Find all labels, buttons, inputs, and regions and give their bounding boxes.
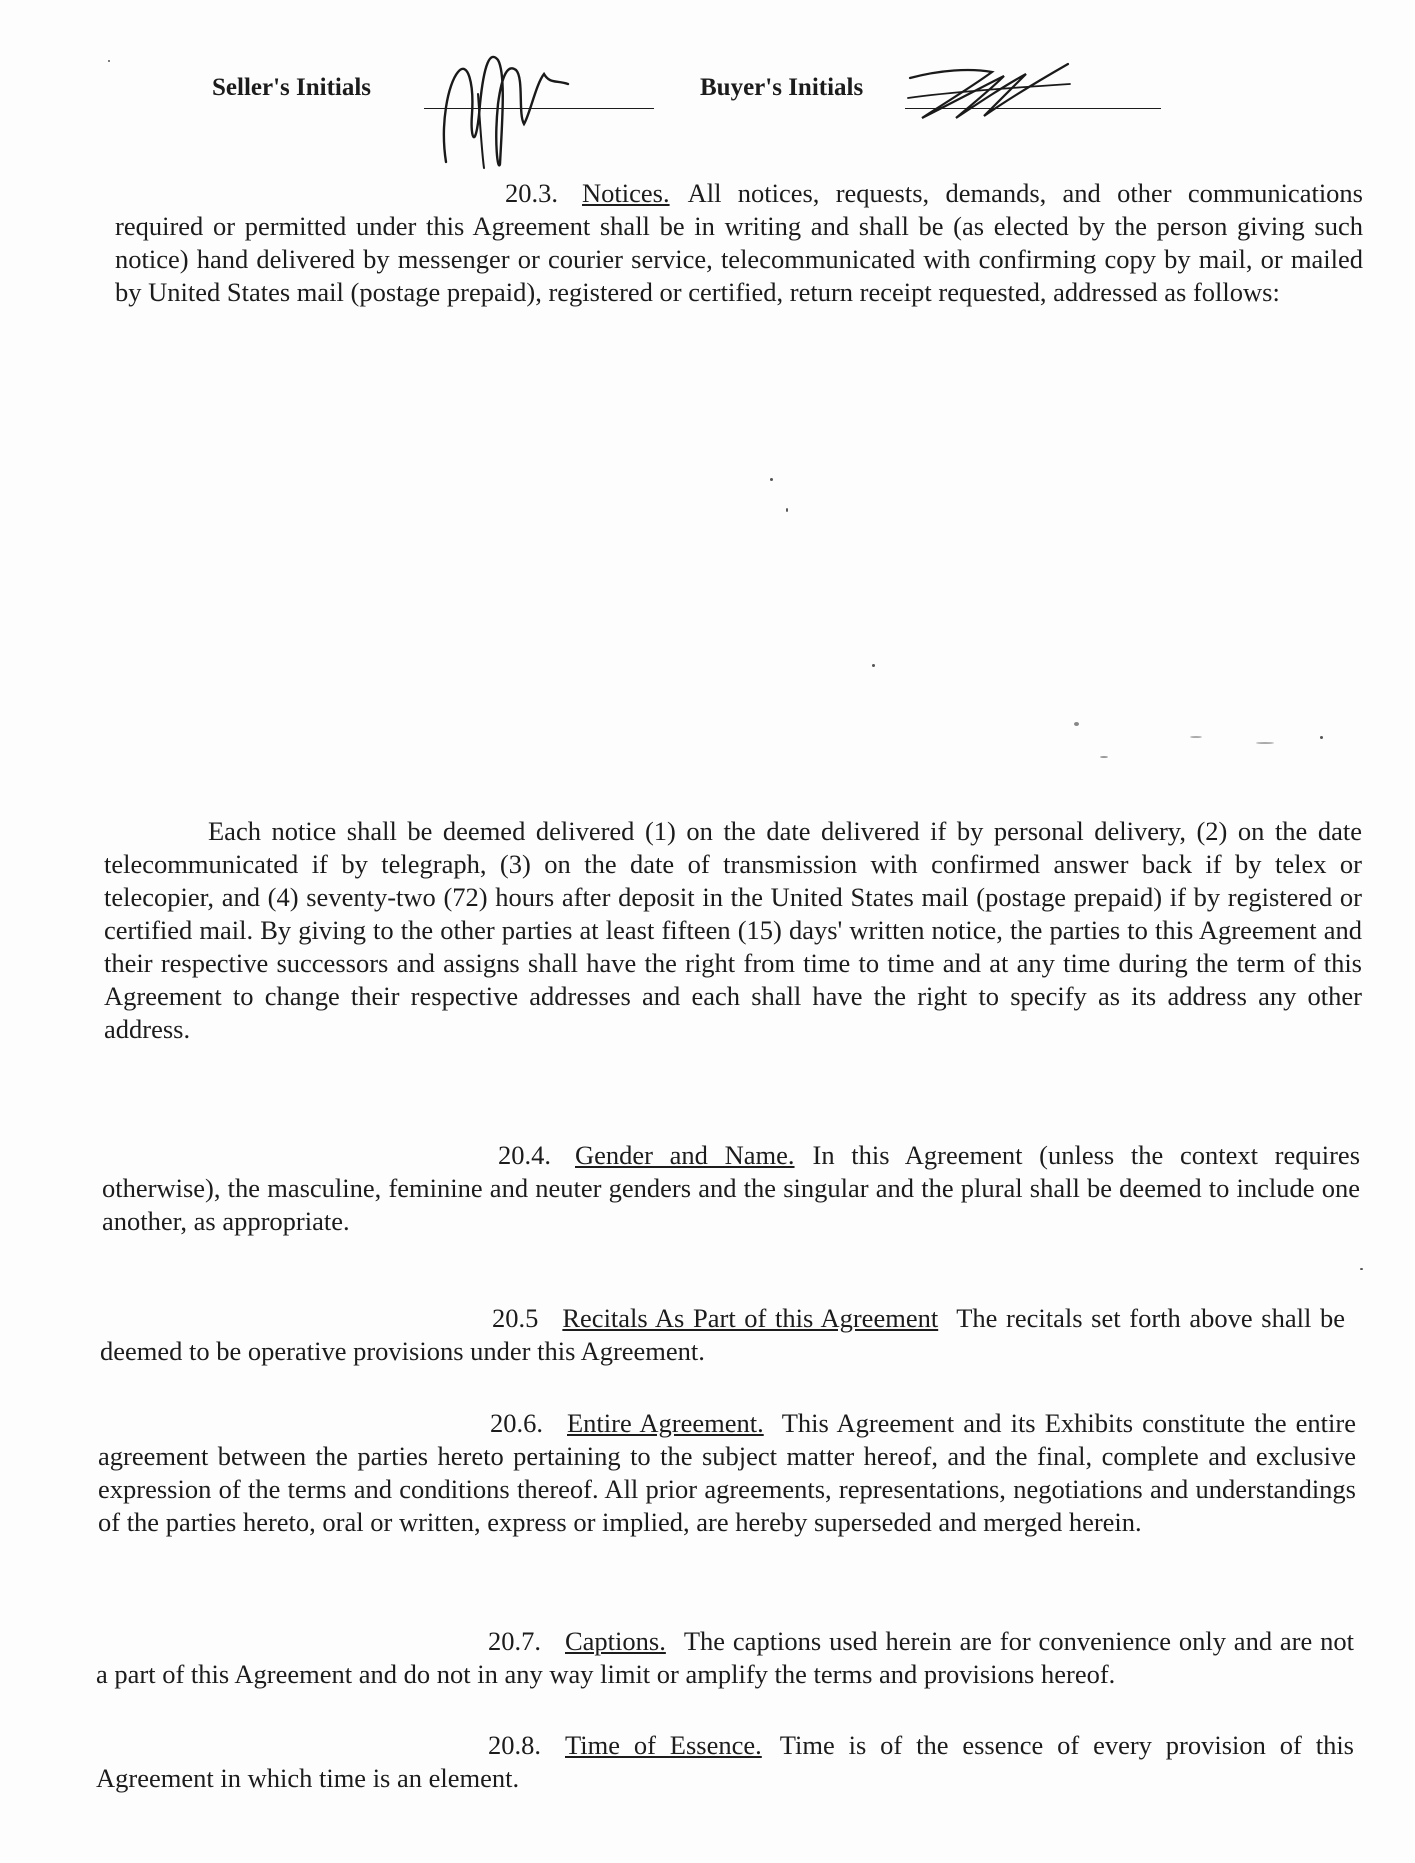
- section-body: Time is of the essence of every provision of this Agreement in which time is an element.: [96, 1729, 1354, 1793]
- section-20-7-captions: [96, 1625, 1354, 1691]
- section-body: Each notice shall be deemed delivered (1) on the date delivered if by personal delivery, (2) on the date telecommunicated if by telegraph, (3) on the date of transmission with confirmed answer back if by telex or telecopier, and (4) seventy-two (72) hours after deposit in the United States mail (postage prepaid) if by registered or certified mail. By giving to the other parties at least fifteen (15) days' written notice, the parties to this Agreement and their respective successors and assigns shall have the right from time to time and at any time during the term of this Agreement to change their respective addresses and each shall have the right to specify as its address any other address.: [104, 815, 1362, 1044]
- section-number: 20.6.: [490, 1407, 543, 1438]
- section-number: 20.4.: [498, 1139, 551, 1170]
- section-heading: Entire Agreement.: [567, 1407, 764, 1438]
- seller-initials-label: Seller's Initials: [212, 74, 372, 101]
- section-20-4-gender-and-name: [102, 1139, 1360, 1238]
- section-number: 20.5: [492, 1302, 539, 1333]
- buyer-initials-label: Buyer's Initials: [700, 74, 864, 101]
- section-heading: Notices.: [582, 177, 670, 208]
- section-20-3-delivery-paragraph: [104, 815, 1362, 1046]
- section-body: This Agreement and its Exhibits constitute the entire agreement between the parties hereto pertaining to the subject matter hereof, and the final, complete and exclusive expression of the terms and conditions thereof. All prior agreements, representations, negotiations and understandings of the parties hereto, oral or written, express or implied, are hereby superseded and merged herein.: [98, 1407, 1356, 1537]
- seller-initials-signature: [428, 44, 658, 174]
- section-20-5-recitals: [100, 1302, 1345, 1368]
- section-heading: Gender and Name.: [575, 1139, 795, 1170]
- section-number: 20.7.: [488, 1625, 541, 1656]
- scan-speck: [1100, 756, 1108, 758]
- section-heading: Recitals As Part of this Agreement: [562, 1302, 939, 1333]
- scan-speck: [1256, 742, 1274, 744]
- scan-speck: [770, 478, 773, 481]
- scan-speck: [1190, 736, 1202, 738]
- scan-speck: [108, 60, 110, 62]
- section-body: The recitals set forth above shall be deemed to be operative provisions under this Agreement.: [100, 1302, 1345, 1366]
- section-body: In this Agreement (unless the context requires otherwise), the masculine, feminine and neuter genders and the singular and the plural shall be deemed to include one another, as appropriate.: [102, 1139, 1361, 1236]
- section-number: 20.8.: [488, 1729, 541, 1760]
- scan-speck: [1074, 722, 1079, 726]
- section-20-3-notices: [115, 177, 1363, 309]
- section-body: The captions used herein are for convenience only and are not a part of this Agreement and do not in any way limit or amplify the terms and provisions hereof.: [96, 1625, 1354, 1689]
- scan-speck: [1320, 736, 1323, 739]
- section-number: 20.3.: [505, 177, 558, 208]
- section-heading: Captions.: [565, 1625, 666, 1656]
- section-heading: Time of Essence.: [565, 1729, 762, 1760]
- buyer-initials-signature: [900, 58, 1080, 128]
- scan-speck: [1360, 1268, 1363, 1270]
- section-20-6-entire-agreement: [98, 1407, 1356, 1539]
- section-body: All notices, requests, demands, and other communications required or permitted under this Agreement shall be in writing and shall be (as elected by the person giving such notice) hand delivered by messenger or courier service, telecommunicated with confirming copy by mail, or mailed by United States mail (postage prepaid), registered or certified, return receipt requested, addressed as follows:: [115, 177, 1363, 307]
- scan-speck: [786, 508, 788, 512]
- section-20-8-time-of-essence: [96, 1729, 1354, 1795]
- scan-speck: [872, 664, 875, 667]
